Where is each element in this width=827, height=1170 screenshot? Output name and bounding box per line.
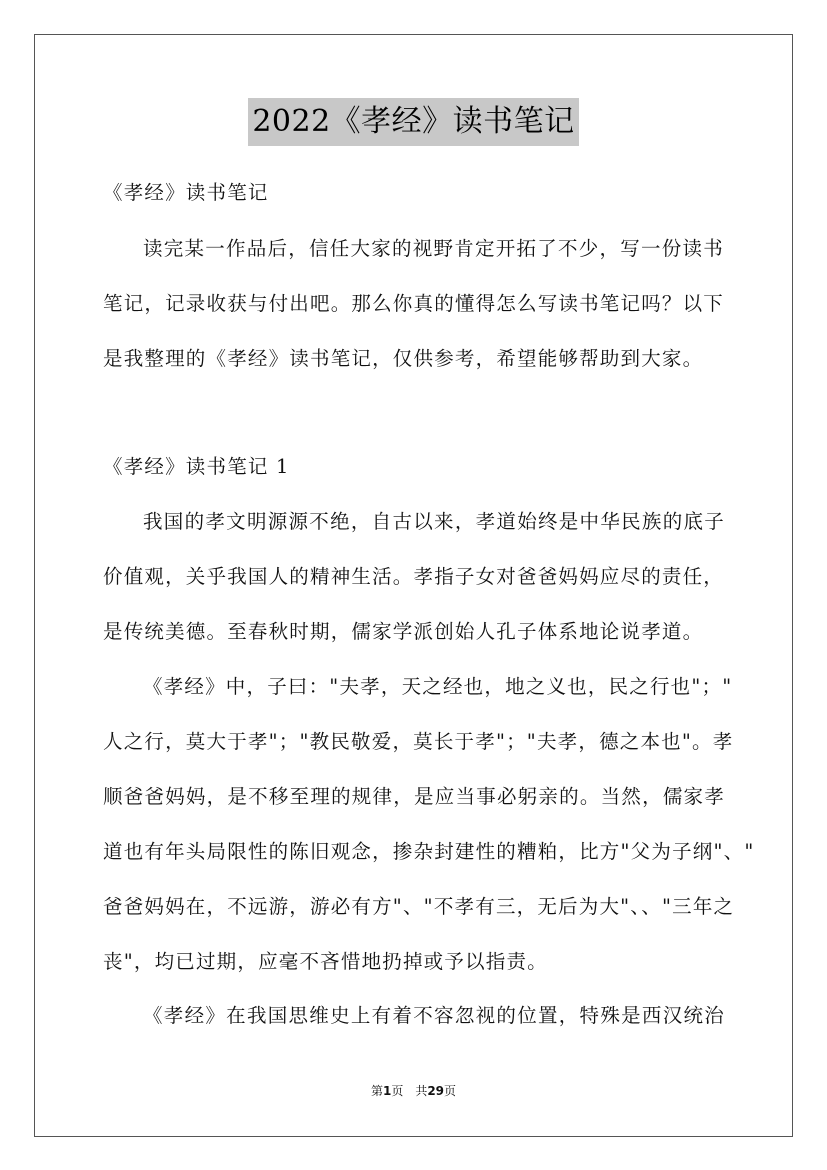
footer-mid: 页 共 xyxy=(391,1084,428,1098)
intro-line: 是我整理的《孝经》读书笔记，仅供参考，希望能够帮助到大家。 xyxy=(103,347,704,370)
paragraph-line: 《孝经》在我国思维史上有着不容忽视的位置，特殊是西汉统治 xyxy=(143,1004,725,1027)
intro-line: 读完某一作品后，信任大家的视野肯定开拓了不少，写一份读书 xyxy=(143,237,724,260)
document-title: 2022《孝经》读书笔记 xyxy=(248,98,578,146)
paragraph-line: 《孝经》中，子曰："夫孝，天之经也，地之义也，民之行也"；" xyxy=(143,675,733,698)
paragraph-line: 我国的孝文明源源不绝，自古以来，孝道始终是中华民族的底子 xyxy=(143,510,725,533)
subtitle: 《孝经》读书笔记 xyxy=(103,181,269,204)
paragraph-line: 价值观，关乎我国人的精神生活。孝指子女对爸爸妈妈应尽的责任， xyxy=(103,565,725,588)
section-heading: 《孝经》读书笔记 1 xyxy=(103,455,290,478)
title-block xyxy=(0,98,827,146)
paragraph-line: 顺爸爸妈妈，是不移至理的规律，是应当事必躬亲的。当然，儒家孝 xyxy=(103,785,725,808)
paragraph-line: 道也有年头局限性的陈旧观念，掺杂封建性的糟粕，比方"父为子纲"、" xyxy=(103,840,755,863)
paragraph-line: 人之行，莫大于孝"；"教民敬爱，莫长于孝"；"夫孝，德之本也"。孝 xyxy=(103,730,734,753)
footer-current-page: 1 xyxy=(382,1084,392,1098)
footer-suffix: 页 xyxy=(444,1084,457,1098)
paragraph-line: 丧"，均已过期，应毫不吝惜地扔掉或予以指责。 xyxy=(103,950,548,973)
paragraph-line: 爸爸妈妈在，不远游，游必有方"、"不孝有三，无后为大"、、"三年之 xyxy=(103,895,735,918)
intro-line: 笔记，记录收获与付出吧。那么你真的懂得怎么写读书笔记吗？以下 xyxy=(103,292,725,315)
footer-prefix: 第 xyxy=(370,1084,383,1098)
paragraph-line: 是传统美德。至春秋时期，儒家学派创始人孔子体系地论说孝道。 xyxy=(103,620,704,643)
page-footer xyxy=(0,1082,827,1099)
footer-total-pages: 29 xyxy=(427,1084,445,1098)
